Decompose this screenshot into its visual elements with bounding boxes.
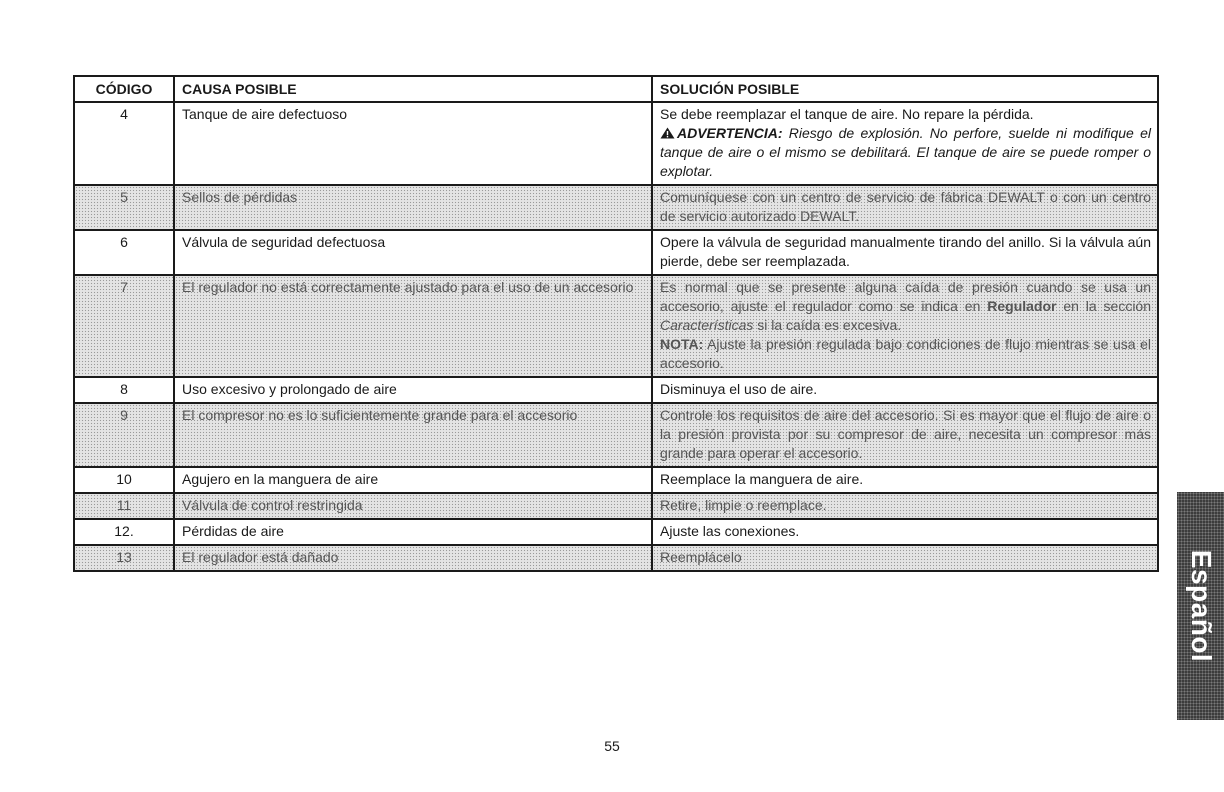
table-row	[74, 377, 1158, 403]
table-row	[74, 493, 1158, 519]
solution-text: Se debe reemplazar el tanque de aire. No repare la pérdida.	[660, 106, 1034, 122]
solution-text-b: en la sección	[1063, 298, 1151, 314]
row-solution: Opere la válvula de seguridad manualmente tirando del anillo. Si la válvula aún pierde, debe ser reemplazada.	[652, 230, 1158, 275]
table-row	[74, 467, 1158, 493]
row-code: 7	[74, 275, 174, 377]
row-code: 5	[74, 185, 174, 230]
row-code: 6	[74, 230, 174, 275]
warning-title: ADVERTENCIA:	[677, 125, 783, 141]
row-cause: Pérdidas de aire	[174, 519, 652, 545]
warning-triangle-icon	[660, 127, 675, 139]
row-code: 4	[74, 102, 174, 185]
row-solution: Comuníquese con un centro de servicio de fábrica DEWALT o con un centro de servicio autorizado DEWALT.	[652, 185, 1158, 230]
row-code: 8	[74, 377, 174, 403]
language-side-tab-label: Español	[1185, 549, 1217, 663]
solution-text-a: Es normal que se presente alguna caída de presión cuando se usa un accesorio, ajuste el regulador como se indica en	[660, 279, 1151, 314]
row-solution: Reemplácelo	[652, 545, 1158, 571]
row-solution: Retire, limpie o reemplace.	[652, 493, 1158, 519]
row-cause: El compresor no es lo suficientemente grande para el accesorio	[174, 403, 652, 467]
table-row	[74, 403, 1158, 467]
note-text: Ajuste la presión regulada bajo condiciones de flujo mientras se usa el accesorio.	[660, 336, 1151, 371]
row-solution: Ajuste las conexiones.	[652, 519, 1158, 545]
row-cause: El regulador no está correctamente ajustado para el uso de un accesorio	[174, 275, 652, 377]
row-solution: Disminuya el uso de aire.	[652, 377, 1158, 403]
row-cause: Válvula de seguridad defectuosa	[174, 230, 652, 275]
row-cause: El regulador está dañado	[174, 545, 652, 571]
solution-text-c: si la caída es excesiva.	[757, 317, 902, 333]
table-row	[74, 102, 1158, 185]
row-code: 12.	[74, 519, 174, 545]
table-row	[74, 545, 1158, 571]
table-row	[74, 519, 1158, 545]
row-cause: Sellos de pérdidas	[174, 185, 652, 230]
language-side-tab	[1177, 492, 1224, 720]
row-cause: Tanque de aire defectuoso	[174, 102, 652, 185]
header-code: CÓDIGO	[74, 76, 174, 102]
row-code: 10	[74, 467, 174, 493]
note-label: NOTA:	[660, 336, 704, 352]
solution-bold: Regulador	[987, 298, 1057, 314]
troubleshooting-table	[73, 75, 1159, 572]
row-cause: Agujero en la manguera de aire	[174, 467, 652, 493]
row-solution	[652, 275, 1158, 377]
row-solution: Reemplace la manguera de aire.	[652, 467, 1158, 493]
table-row	[74, 275, 1158, 377]
table-row	[74, 185, 1158, 230]
table-row	[74, 230, 1158, 275]
row-code: 9	[74, 403, 174, 467]
header-cause: CAUSA POSIBLE	[174, 76, 652, 102]
page-number: 55	[604, 738, 620, 754]
solution-italic: Características	[660, 317, 754, 333]
row-cause: Válvula de control restringida	[174, 493, 652, 519]
troubleshooting-table-container	[73, 75, 1157, 572]
row-solution	[652, 102, 1158, 185]
row-code: 13	[74, 545, 174, 571]
warning-text: Riesgo de explosión. No perfore, suelde ni modifique el tanque de aire o el mismo se debilitará. El tanque de aire se puede romper o explotar.	[660, 125, 1151, 179]
header-solution: SOLUCIÓN POSIBLE	[652, 76, 1158, 102]
row-solution: Controle los requisitos de aire del accesorio. Si es mayor que el flujo de aire o la presión provista por su compresor de aire, necesita un compresor más grande para operar el accesorio.	[652, 403, 1158, 467]
row-cause: Uso excesivo y prolongado de aire	[174, 377, 652, 403]
table-header-row	[74, 76, 1158, 102]
row-code: 11	[74, 493, 174, 519]
